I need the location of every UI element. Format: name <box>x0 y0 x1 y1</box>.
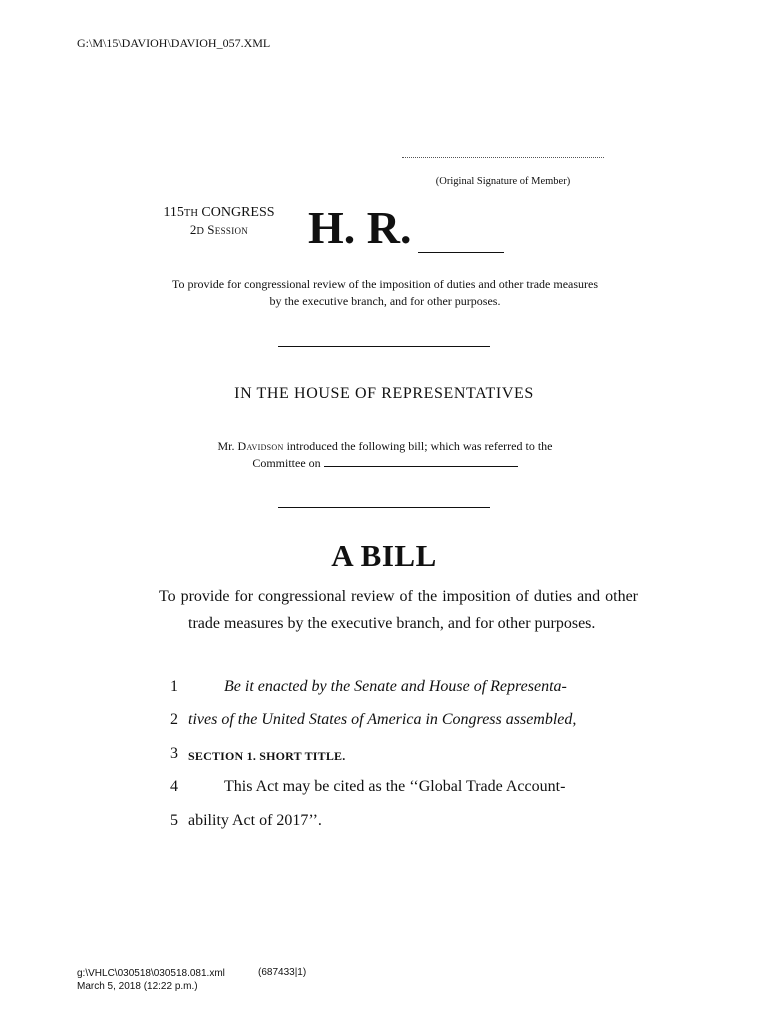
bill-number-heading: H. R. <box>308 202 412 253</box>
signature-caption: (Original Signature of Member) <box>435 176 571 187</box>
footer-file-info <box>77 967 225 993</box>
bill-text-line: This Act may be cited as the ‘‘Global Trade Account- <box>224 778 566 795</box>
line-number: 2 <box>170 711 178 728</box>
signature-line <box>402 157 604 158</box>
bill-text-line: ability Act of 2017’’. <box>188 812 322 829</box>
divider-rule <box>278 507 490 508</box>
session-line: 2D Session <box>189 222 249 237</box>
congress-session-block <box>152 205 286 240</box>
sponsor-name: Davidson <box>237 439 284 453</box>
long-title: To provide for congressional review of the imposition of duties and other trade measures by the executive branch, and for other purposes. <box>159 588 638 632</box>
committee-blank <box>324 455 518 467</box>
footer-id: (687433|1) <box>258 967 307 978</box>
footer-date: March 5, 2018 (12:22 p.m.) <box>77 981 198 992</box>
enacting-clause-line: tives of the United States of America in Congress assembled, <box>188 711 577 728</box>
enacting-clause-line: Be it enacted by the Senate and House of Representa- <box>224 678 567 695</box>
footer-file: g:\VHLC\030518\030518.081.xml <box>77 968 225 979</box>
line-number: 3 <box>170 745 178 762</box>
house-heading: IN THE HOUSE OF REPRESENTATIVES <box>234 385 534 402</box>
bill-title: A BILL <box>331 538 437 573</box>
section-heading: SECTION 1. SHORT TITLE. <box>188 749 346 763</box>
short-purpose: To provide for congressional review of the imposition of duties and other trade measures by the executive branch, and for other purposes. <box>171 277 599 308</box>
line-number: 5 <box>170 812 178 829</box>
file-path: G:\M\15\DAVIOH\DAVIOH_057.XML <box>77 36 271 50</box>
introduction-text: Mr. Davidson introduced the following bill; which was referred to the Committee on <box>217 439 553 470</box>
bill-number-blank <box>418 252 504 253</box>
divider-rule <box>278 346 490 347</box>
line-number: 4 <box>170 778 178 795</box>
congress-line: 115TH CONGRESS <box>163 205 275 220</box>
line-number: 1 <box>170 678 178 695</box>
